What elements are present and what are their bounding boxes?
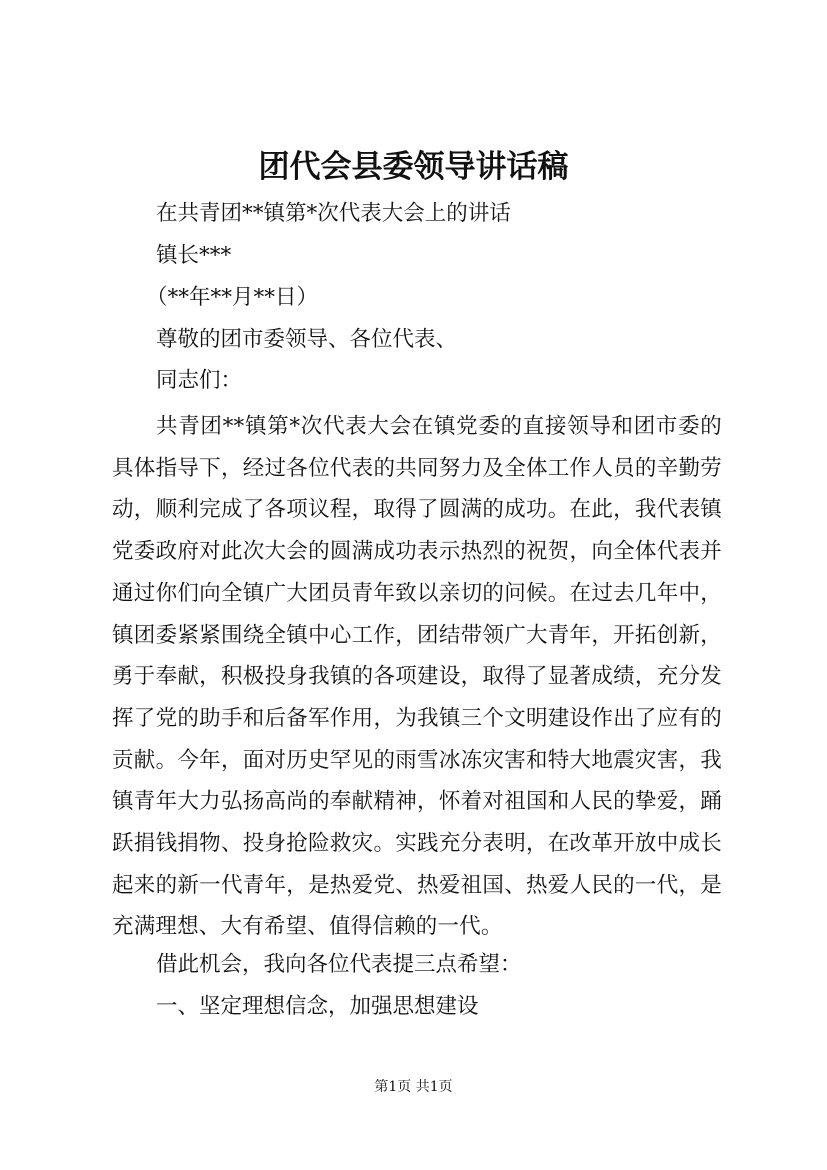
body-paragraph-1: 共青团**镇第*次代表大会在镇党委的直接领导和团市委的具体指导下，经过各位代表的共同努力及全体工作人员的辛勤劳动，顺利完成了各项议程，取得了圆满的成功。在此，我代表镇党委政府对此次大会的圆满成功表示热烈的祝贺，向全体代表并通过你们向全镇广大团员青年致以亲切的问候。在过去几年中，镇团委紧紧围绕全镇中心工作，团结带领广大青年，开拓创新，勇于奉献，积极投身我镇的各项建设，取得了显著成绩，充分发挥了党的助手和后备军作用，为我镇三个文明建设作出了应有的贡献。今年，面对历史罕见的雨雪冰冻灾害和特大地震灾害，我镇青年大力弘扬高尚的奉献精神，怀着对祖国和人民的挚爱，踊跃捐钱捐物、投身抢险救灾。实践充分表明，在改革开放中成长起来的新一代青年，是热爱党、热爱祖国、热爱人民的一代，是充满理想、大有希望、值得信赖的一代。 [112, 414, 722, 940]
body-paragraph-2: 借此机会，我向各位代表提三点希望： [156, 952, 522, 977]
section-heading-1: 一、坚定理想信念，加强思想建设 [156, 994, 479, 1019]
document-title: 团代会县委领导讲话稿 [258, 149, 569, 185]
salutation-line-2: 同志们： [156, 368, 243, 393]
date-line: （**年**月**日） [146, 285, 319, 310]
speech-subtitle: 在共青团**镇第*次代表大会上的讲话 [156, 201, 511, 226]
speaker-line: 镇长*** [156, 243, 232, 268]
page-footer: 第1页 共1页 [374, 1079, 453, 1095]
salutation-line-1: 尊敬的团市委领导、各位代表、 [156, 327, 458, 352]
